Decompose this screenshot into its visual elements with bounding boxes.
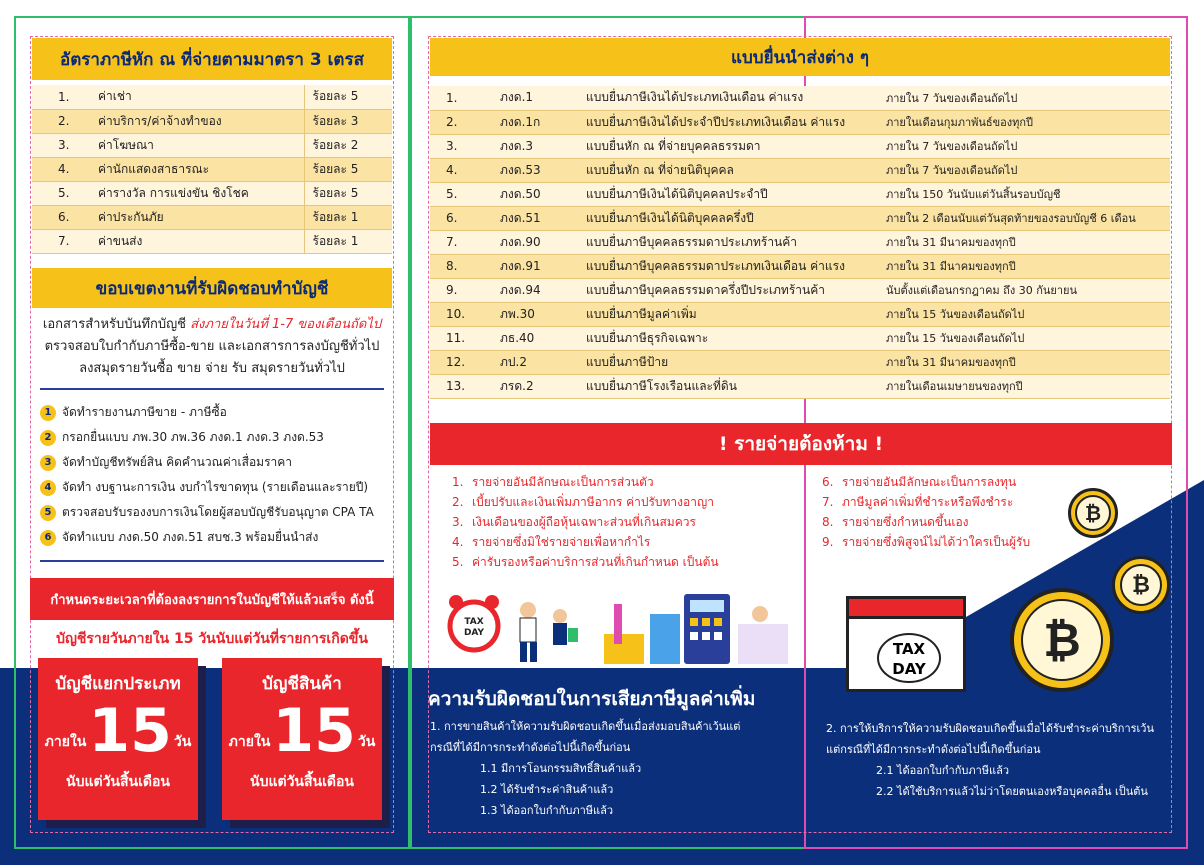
inventory-box-number: 15 xyxy=(272,696,356,766)
prohibited-item xyxy=(822,532,1072,552)
forms-row xyxy=(430,230,1170,254)
rates-row-rate: ร้อยละ 1 xyxy=(304,229,392,253)
rates-row-item: ค่าเช่า xyxy=(90,85,304,109)
prohibited-item-number: 7. xyxy=(822,495,834,509)
rates-row-item: ค่าประกันภัย xyxy=(90,205,304,229)
forms-row-number: 6. xyxy=(430,206,492,230)
ledger-deadline-box xyxy=(38,658,198,820)
forms-row xyxy=(430,278,1170,302)
scope-line1-highlight: ส่งภายในวันที่ 1-7 ของเดือนถัดไป xyxy=(190,317,382,332)
forms-row-description: แบบยื่นภาษีเงินได้นิติบุคคลประจำปี xyxy=(578,182,878,206)
forms-table xyxy=(430,86,1170,399)
scope-task-text: จัดทำบัญชีทรัพย์สิน คิดคำนวณค่าเสื่อมราคา xyxy=(62,455,293,469)
scope-task-list xyxy=(40,400,390,550)
rates-row xyxy=(32,133,392,157)
scope-task-item xyxy=(40,475,390,500)
forms-row xyxy=(430,254,1170,278)
vat-title: ความรับผิดชอบในการเสียภาษีมูลค่าเพิ่ม xyxy=(428,688,756,710)
forms-row-description: แบบยื่นหัก ณ ที่จ่ายนิติบุคคล xyxy=(578,158,878,182)
prohibited-item xyxy=(452,512,792,532)
forms-row-due: ภายใน 31 มีนาคมของทุกปี xyxy=(878,254,1170,278)
rates-row-item: ค่าบริการ/ค่าจ้างทำของ xyxy=(90,109,304,133)
prohibited-title: ! รายจ่ายต้องห้าม ! xyxy=(430,423,1172,465)
rates-row-rate: ร้อยละ 5 xyxy=(304,181,392,205)
scope-task-item xyxy=(40,425,390,450)
rates-row-number: 3. xyxy=(32,133,90,157)
forms-row-description: แบบยื่นภาษีบุคคลธรรมดาประเภทร้านค้า xyxy=(578,230,878,254)
vat-right-item: 2.1 ได้ออกใบกำกับภาษีแล้ว xyxy=(876,764,1010,777)
inventory-box-foot: นับแต่วันสิ้นเดือน xyxy=(250,774,354,790)
prohibited-item-number: 2. xyxy=(452,495,464,509)
deadline-banner: กำหนดระยะเวลาที่ต้องลงรายการในบัญชีให้แล้วเสร็จ ดังนี้ xyxy=(30,578,394,620)
prohibited-item xyxy=(822,492,1072,512)
scope-task-number-badge: 4 xyxy=(40,480,56,496)
ledger-box-number: 15 xyxy=(88,696,172,766)
svg-text:TAX: TAX xyxy=(464,617,484,627)
prohibited-item-number: 3. xyxy=(452,515,464,529)
scope-description xyxy=(32,314,392,380)
small-bitcoin-coin-icon xyxy=(1068,488,1118,538)
prohibited-item-text: รายจ่ายซึ่งพิสูจน์ไม่ได้ว่าใครเป็นผู้รับ xyxy=(842,534,1031,549)
scope-task-number-badge: 5 xyxy=(40,505,56,521)
ledger-box-pre: ภายใน xyxy=(44,734,87,750)
forms-row-due: ภายใน 31 มีนาคมของทุกปี xyxy=(878,350,1170,374)
forms-row-number: 4. xyxy=(430,158,492,182)
prohibited-item-number: 6. xyxy=(822,475,834,489)
forms-row-description: แบบยื่นภาษีมูลค่าเพิ่ม xyxy=(578,302,878,326)
forms-row-number: 11. xyxy=(430,326,492,350)
tax-day-calendar-icon xyxy=(846,596,966,692)
forms-row-code: ภงด.1ก xyxy=(492,110,578,134)
rates-row-item: ค่ารางวัล การแข่งขัน ชิงโชค xyxy=(90,181,304,205)
rates-row-number: 1. xyxy=(32,85,90,109)
scope-task-number-badge: 2 xyxy=(40,430,56,446)
forms-row-number: 1. xyxy=(430,86,492,110)
medium-bitcoin-coin-icon xyxy=(1112,556,1170,614)
rates-row xyxy=(32,229,392,253)
finance-tools-illustration xyxy=(600,584,796,668)
forms-row-due: นับตั้งแต่เดือนกรกฎาคม ถึง 30 กันยายน xyxy=(878,278,1170,302)
scope-task-text: ตรวจสอบรับรองงบการเงินโดยผู้สอบบัญชีรับอนุญาต CPA TA xyxy=(62,505,374,519)
forms-row-number: 8. xyxy=(430,254,492,278)
forms-title: แบบยื่นนำส่งต่าง ๆ xyxy=(430,38,1170,76)
prohibited-item-number: 8. xyxy=(822,515,834,529)
forms-row-number: 13. xyxy=(430,374,492,398)
deadline-subtitle: บัญชีรายวันภายใน 15 วันนับแต่วันที่รายการเกิดขึ้น xyxy=(56,631,368,647)
forms-row-description: แบบยื่นภาษีเงินได้ประจำปีประเภทเงินเดือน ค่าแรง xyxy=(578,110,878,134)
rates-row-rate: ร้อยละ 5 xyxy=(304,157,392,181)
forms-row-code: ภงด.50 xyxy=(492,182,578,206)
forms-row-due: ภายใน 15 วันของเดือนถัดไป xyxy=(878,326,1170,350)
prohibited-item xyxy=(452,472,792,492)
vat-left-intro1: 1. การขายสินค้าให้ความรับผิดชอบเกิดขึ้นเมื่อส่งมอบสินค้าเว้นแต่ xyxy=(430,720,741,733)
forms-row-code: ภป.2 xyxy=(492,350,578,374)
rates-row xyxy=(32,157,392,181)
forms-row-number: 12. xyxy=(430,350,492,374)
prohibited-item-text: รายจ่ายอันมีลักษณะเป็นการลงทุน xyxy=(842,474,1017,489)
forms-row xyxy=(430,110,1170,134)
scope-task-text: กรอกยื่นแบบ ภพ.30 ภพ.36 ภงด.1 ภงด.3 ภงด.53 xyxy=(62,430,324,444)
forms-row-due: ภายใน 7 วันของเดือนถัดไป xyxy=(878,134,1170,158)
calendar-header xyxy=(849,599,963,619)
forms-row xyxy=(430,158,1170,182)
prohibited-list-right xyxy=(822,472,1072,552)
prohibited-list-left xyxy=(452,472,792,572)
prohibited-item xyxy=(822,512,1072,532)
rates-row-item: ค่าโฆษณา xyxy=(90,133,304,157)
forms-row-code: ภพ.30 xyxy=(492,302,578,326)
scope-task-number-badge: 6 xyxy=(40,530,56,546)
rates-row xyxy=(32,85,392,109)
rates-row-number: 4. xyxy=(32,157,90,181)
forms-row-description: แบบยื่นภาษีเงินได้ประเภทเงินเดือน ค่าแรง xyxy=(578,86,878,110)
forms-row-description: แบบยื่นภาษีบุคคลธรรมดาครึ่งปีประเภทร้านค้า xyxy=(578,278,878,302)
forms-row-due: ภายใน 15 วันของเดือนถัดไป xyxy=(878,302,1170,326)
scope-line3: ลงสมุดรายวันซื้อ ขาย จ่าย รับ สมุดรายวันทั่วไป xyxy=(79,361,345,376)
inventory-box-post: วัน xyxy=(357,734,376,750)
forms-row-code: ภรด.2 xyxy=(492,374,578,398)
svg-text:DAY: DAY xyxy=(463,628,485,638)
scope-line2: ตรวจสอบใบกำกับภาษีซื้อ-ขาย และเอกสารการลงบัญชีทั่วไป xyxy=(44,339,380,354)
scope-task-item xyxy=(40,450,390,475)
forms-row-due: ภายใน 7 วันของเดือนถัดไป xyxy=(878,158,1170,182)
forms-row-description: แบบยื่นภาษีเงินได้นิติบุคคลครึ่งปี xyxy=(578,206,878,230)
forms-row-due: ภายใน 150 วันนับแต่วันสิ้นรอบบัญชี xyxy=(878,182,1170,206)
vat-left-intro2: กรณีที่ได้มีการกระทำดังต่อไปนี้เกิดขึ้นก่อน xyxy=(430,741,631,754)
forms-row-code: ภงด.94 xyxy=(492,278,578,302)
rates-row-number: 6. xyxy=(32,205,90,229)
inventory-box-pre: ภายใน xyxy=(228,734,271,750)
large-coin-symbol: ₿ xyxy=(1021,599,1103,681)
forms-row-description: แบบยื่นหัก ณ ที่จ่ายบุคคลธรรมดา xyxy=(578,134,878,158)
forms-row xyxy=(430,134,1170,158)
forms-row xyxy=(430,374,1170,398)
forms-row-description: แบบยื่นภาษีบุคคลธรรมดาประเภทเงินเดือน ค่าแรง xyxy=(578,254,878,278)
rates-row-number: 7. xyxy=(32,229,90,253)
prohibited-item-text: ภาษีมูลค่าเพิ่มที่ชำระหรือพึงชำระ xyxy=(842,494,1014,509)
prohibited-item-text: เงินเดือนของผู้ถือหุ้นเฉพาะส่วนที่เกินสมควร xyxy=(472,514,696,529)
rates-row xyxy=(32,109,392,133)
rates-row-item: ค่านักแสดงสาธารณะ xyxy=(90,157,304,181)
prohibited-item-number: 4. xyxy=(452,535,464,549)
forms-row xyxy=(430,86,1170,110)
inventory-deadline-box xyxy=(222,658,382,820)
rates-row-number: 2. xyxy=(32,109,90,133)
rates-row-number: 5. xyxy=(32,181,90,205)
medium-coin-symbol: ₿ xyxy=(1120,564,1162,606)
forms-row-code: ภงด.91 xyxy=(492,254,578,278)
scope-task-text: จัดทำรายงานภาษีขาย - ภาษีซื้อ xyxy=(62,405,227,419)
forms-row-due: ภายในเดือนเมษายนของทุกปี xyxy=(878,374,1170,398)
ledger-box-post: วัน xyxy=(173,734,192,750)
forms-row-code: ภงด.51 xyxy=(492,206,578,230)
forms-row-code: ภงด.1 xyxy=(492,86,578,110)
forms-row-number: 10. xyxy=(430,302,492,326)
rates-row-rate: ร้อยละ 1 xyxy=(304,205,392,229)
forms-row-due: ภายในเดือนกุมภาพันธ์ของทุกปี xyxy=(878,110,1170,134)
scope-divider-top xyxy=(40,388,384,390)
forms-row-due: ภายใน 31 มีนาคมของทุกปี xyxy=(878,230,1170,254)
prohibited-item xyxy=(452,552,792,572)
forms-row-description: แบบยื่นภาษีธุรกิจเฉพาะ xyxy=(578,326,878,350)
small-coin-symbol: ₿ xyxy=(1075,495,1111,531)
vat-left-item: 1.1 มีการโอนกรรมสิทธิ์สินค้าแล้ว xyxy=(480,762,642,775)
rates-row-item: ค่าขนส่ง xyxy=(90,229,304,253)
vat-left-block xyxy=(430,716,800,821)
vat-left-item: 1.3 ได้ออกใบกำกับภาษีแล้ว xyxy=(480,804,614,817)
forms-row-code: ภงด.53 xyxy=(492,158,578,182)
forms-row-code: ภงด.3 xyxy=(492,134,578,158)
inventory-box-title: บัญชีสินค้า xyxy=(262,674,342,694)
scope-task-number-badge: 1 xyxy=(40,405,56,421)
rates-row-rate: ร้อยละ 5 xyxy=(304,85,392,109)
rates-row-rate: ร้อยละ 3 xyxy=(304,109,392,133)
forms-row xyxy=(430,326,1170,350)
scope-task-item xyxy=(40,500,390,525)
prohibited-item-text: ค่ารับรองหรือค่าบริการส่วนที่เกินกำหนด เป็นต้น xyxy=(472,554,719,569)
forms-row-number: 3. xyxy=(430,134,492,158)
forms-row-code: ภธ.40 xyxy=(492,326,578,350)
prohibited-item-text: รายจ่ายซึ่งกำหนดขึ้นเอง xyxy=(842,514,969,529)
calendar-tax-day-label: TAX DAY xyxy=(877,633,941,683)
vat-right-intro1: 2. การให้บริการให้ความรับผิดชอบเกิดขึ้นเมื่อได้รับชำระค่าบริการเว้น xyxy=(826,722,1154,735)
prohibited-item-text: เบี้ยปรับและเงินเพิ่มภาษีอากร ค่าปรับทางอาญา xyxy=(472,494,714,509)
prohibited-item-number: 9. xyxy=(822,535,834,549)
scope-task-text: จัดทำแบบ ภงด.50 ภงด.51 สบช.3 พร้อมยื่นนำส่ง xyxy=(62,530,319,544)
rates-title: อัตราภาษีหัก ณ ที่จ่ายตามมาตรา 3 เตรส xyxy=(32,38,392,80)
prohibited-item xyxy=(452,492,792,512)
forms-row-description: แบบยื่นภาษีป้าย xyxy=(578,350,878,374)
ledger-box-foot: นับแต่วันสิ้นเดือน xyxy=(66,774,170,790)
forms-row-code: ภงด.90 xyxy=(492,230,578,254)
tax-day-alarm-illustration xyxy=(436,588,586,668)
ledger-box-title: บัญชีแยกประเภท xyxy=(55,674,181,694)
forms-row-number: 2. xyxy=(430,110,492,134)
prohibited-item-text: รายจ่ายซึ่งมิใช่รายจ่ายเพื่อหากำไร xyxy=(472,534,651,549)
forms-row-due: ภายใน 2 เดือนนับแต่วันสุดท้ายของรอบบัญชี 6 เดือน xyxy=(878,206,1170,230)
prohibited-item-number: 1. xyxy=(452,475,464,489)
rates-row xyxy=(32,181,392,205)
forms-row xyxy=(430,350,1170,374)
forms-row xyxy=(430,302,1170,326)
scope-task-text: จัดทำ งบฐานะการเงิน งบกำไรขาดทุน (รายเดือนและรายปี) xyxy=(62,480,369,494)
forms-row-number: 5. xyxy=(430,182,492,206)
prohibited-item-text: รายจ่ายอันมีลักษณะเป็นการส่วนตัว xyxy=(472,474,654,489)
forms-row xyxy=(430,206,1170,230)
forms-row-description: แบบยื่นภาษีโรงเรือนและที่ดิน xyxy=(578,374,878,398)
prohibited-item xyxy=(822,472,1072,492)
scope-divider-bottom xyxy=(40,560,384,562)
scope-task-item xyxy=(40,400,390,425)
forms-row xyxy=(430,182,1170,206)
rates-row xyxy=(32,205,392,229)
scope-line1-prefix: เอกสารสำหรับบันทึกบัญชี xyxy=(42,317,186,332)
vat-right-item: 2.2 ได้ใช้บริการแล้วไม่ว่าโดยตนเองหรือบุคคลอื่น เป็นต้น xyxy=(876,785,1148,798)
vat-right-block xyxy=(826,718,1172,802)
scope-title: ขอบเขตงานที่รับผิดชอบทำบัญชี xyxy=(32,268,392,308)
forms-row-number: 7. xyxy=(430,230,492,254)
large-bitcoin-coin-icon xyxy=(1010,588,1114,692)
rates-row-rate: ร้อยละ 2 xyxy=(304,133,392,157)
vat-left-item: 1.2 ได้รับชำระค่าสินค้าแล้ว xyxy=(480,783,614,796)
scope-task-number-badge: 3 xyxy=(40,455,56,471)
forms-row-due: ภายใน 7 วันของเดือนถัดไป xyxy=(878,86,1170,110)
prohibited-item-number: 5. xyxy=(452,555,464,569)
rates-table xyxy=(32,85,392,254)
vat-right-intro2: แต่กรณีที่ได้มีการกระทำดังต่อไปนี้เกิดขึ้นก่อน xyxy=(826,743,1041,756)
prohibited-item xyxy=(452,532,792,552)
forms-row-number: 9. xyxy=(430,278,492,302)
scope-task-item xyxy=(40,525,390,550)
